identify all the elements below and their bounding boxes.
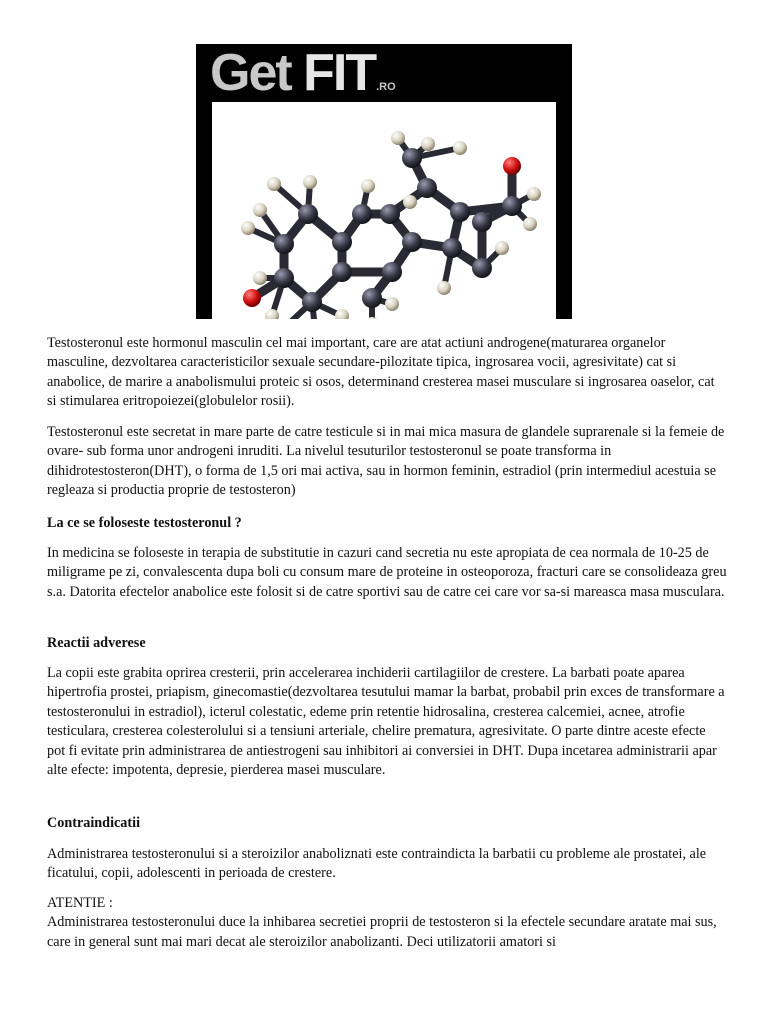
carbon-atom bbox=[502, 196, 522, 216]
carbon-atom bbox=[302, 292, 322, 312]
hydrogen-atom bbox=[303, 175, 317, 189]
hydrogen-atom bbox=[391, 131, 405, 145]
logo-domain-suffix: .RO bbox=[376, 81, 396, 93]
paragraph-secretion: Testosteronul este secretat in mare parte de catre testicule si in mai mica masura de glandele suprarenale si la femeie de ovare- sub forma unor androgeni inruditi. La nivelul tesuturilor testosteronul se poate transforma in dihidrotestosteron(DHT), o forma de 1,5 ori mai activa, sau in hormon feminin, estradiol (prin intermediul acestuia se regleaza si productia proprie de testosteron) bbox=[47, 424, 725, 499]
carbon-atom bbox=[472, 212, 492, 232]
paragraph-warning bbox=[47, 894, 727, 952]
carbon-atom bbox=[450, 202, 470, 222]
hydrogen-atom bbox=[527, 187, 541, 201]
hydrogen-atom bbox=[253, 271, 267, 285]
paragraph-intro: Testosteronul este hormonul masculin cel mai important, care are atat actiuni androgene(maturarea organelor masculine, dezvoltarea caracteristicilor sexuale secundare-pilozitate tipica, ingrosarea vocii, agresivitate) cat si anabolice, de marire a anabolismului proteic si osos, determinand cresterea masei musculare si ingrosarea oaselor, cat si stimularea eritropoiezei(globulelor rosii). bbox=[47, 335, 715, 410]
heading-usage: La ce se foloseste testosteronul ? bbox=[47, 515, 242, 531]
hydrogen-atom bbox=[421, 137, 435, 151]
carbon-atom bbox=[332, 262, 352, 282]
carbon-atom bbox=[472, 258, 492, 278]
carbon-atom bbox=[382, 262, 402, 282]
hydrogen-atom bbox=[253, 203, 267, 217]
hydrogen-atom bbox=[385, 297, 399, 311]
hydrogen-atom bbox=[365, 317, 379, 319]
carbon-atom bbox=[402, 232, 422, 252]
hydrogen-atom bbox=[361, 179, 375, 193]
header-banner bbox=[196, 44, 572, 319]
paragraph-adverse-reactions: La copii este grabita oprirea cresterii, prin accelerarea inchiderii cartilagiilor de crestere. La barbati poate aparea hipertrofia prostei, priapism, ginecomastie(dezvoltarea tesutului mamar la barbat, probabil prin exces de transformare a testosteronului in estradiol), icterul colestatic, edeme prin retentie hidrosalina, cresterea calcemiei, acnee, atrofie testiculara, cresterea colesterolului si a tensiuni arteriale, chelire prematura, agresivitate. O parte dintre aceste efecte pot fi evitate prin administrarea de antiestrogeni sau inhibitori ai conversiei in DHT. Dupa incetarea administrarii apar alte efecte: impotenta, depresie, pierderea masei musculare. bbox=[47, 665, 725, 779]
hydrogen-atom bbox=[453, 141, 467, 155]
carbon-atom bbox=[332, 232, 352, 252]
heading-contraindications: Contraindicatii bbox=[47, 815, 141, 831]
oxygen-atom bbox=[243, 289, 261, 307]
oxygen-atom bbox=[503, 157, 521, 175]
warning-text: Administrarea testosteronului duce la inhibarea secretiei proprii de testosteron si la efectele secundare aratate mai sus, care in general sunt mai mari decat ale steroizilor anabolizanti. Deci utilizatorii amatori si bbox=[47, 914, 717, 950]
paragraph-contraindications: Administrarea testosteronului si a steroizilor anaboliznati este contraindicta la barbatii cu probleme ale prostatei, ale ficatului, copii, adolescenti in perioada de crestere. bbox=[47, 846, 707, 882]
hydrogen-atom bbox=[437, 281, 451, 295]
carbon-atom bbox=[274, 268, 294, 288]
heading-adverse-reactions: Reactii adverese bbox=[47, 635, 146, 651]
carbon-atom bbox=[362, 288, 382, 308]
hydrogen-atom bbox=[403, 195, 417, 209]
hydrogen-atom bbox=[265, 309, 279, 319]
logo-word-get: Get bbox=[210, 44, 304, 102]
hydrogen-atom bbox=[523, 217, 537, 231]
hydrogen-atom bbox=[495, 241, 509, 255]
hydrogen-atom bbox=[241, 221, 255, 235]
molecule-model-icon bbox=[212, 102, 556, 319]
paragraph-usage: In medicina se foloseste in terapia de substitutie in cazuri cand secretia nu este apropiata de cea normala de 10-25 de miligrame pe zi, convalescenta dupa boli cu consum mare de proteine in osteoporoza, fracturi care se consolideaza greu s.a. Datorita efectelor anabolice este folosit si de catre sportivi sau de catre cei care vor sa-si mareasca masa musculara. bbox=[47, 545, 727, 600]
molecule-image-panel bbox=[212, 102, 556, 319]
carbon-atom bbox=[442, 238, 462, 258]
carbon-atom bbox=[352, 204, 372, 224]
warning-label: ATENTIE : bbox=[47, 895, 113, 911]
carbon-atom bbox=[274, 234, 294, 254]
logo-word-fit: FIT bbox=[303, 44, 376, 102]
hydrogen-atom bbox=[267, 177, 281, 191]
carbon-atom bbox=[298, 204, 318, 224]
carbon-atom bbox=[380, 204, 400, 224]
carbon-atom bbox=[402, 148, 422, 168]
carbon-atom bbox=[417, 178, 437, 198]
